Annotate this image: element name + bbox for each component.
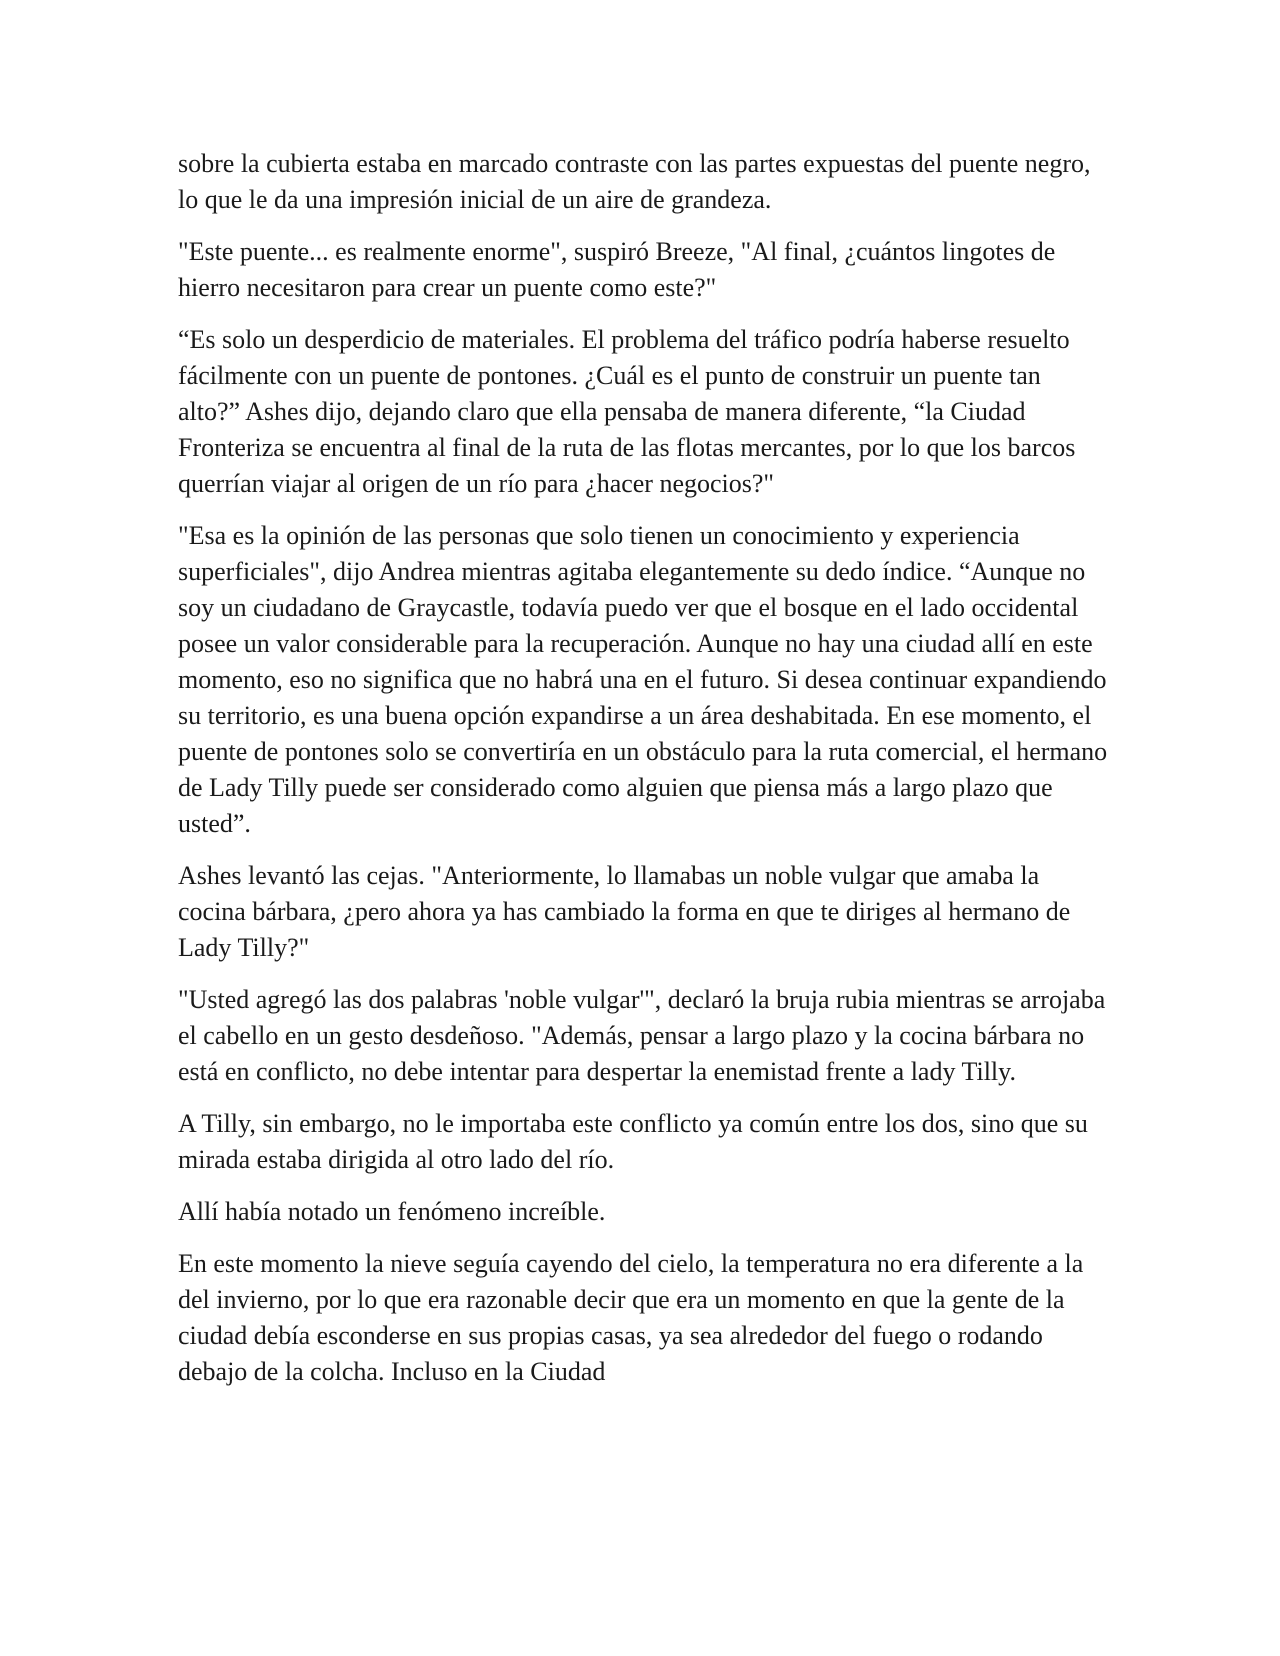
paragraph-8: Allí había notado un fenómeno increíble. — [178, 1197, 606, 1226]
paragraph-2: "Este puente... es realmente enorme", suspiró Breeze, "Al final, ¿cuántos lingotes de hierro necesitaron para crear un puente como este?" — [178, 237, 1056, 302]
paragraph-5: Ashes levantó las cejas. "Anteriormente, lo llamabas un noble vulgar que amaba la cocina bárbara, ¿pero ahora ya has cambiado la forma en que te diriges al hermano de Lady Tilly?" — [178, 861, 1071, 962]
paragraph-4: "Esa es la opinión de las personas que solo tienen un conocimiento y experiencia superficiales", dijo Andrea mientras agitaba elegantemente su dedo índice. “Aunque no soy un ciudadano de Graycastle, todavía puedo ver que el bosque en el lado occidental posee un valor considerable para la recuperación. Aunque no hay una ciudad allí en este momento, eso no significa que no habrá una en el futuro. Si desea continuar expandiendo su territorio, es una buena opción expandirse a un área deshabitada. En ese momento, el puente de pontones solo se convertiría en un obstáculo para la ruta comercial, el hermano de Lady Tilly puede ser considerado como alguien que piensa más a largo plazo que usted”. — [178, 521, 1108, 838]
paragraph-6: "Usted agregó las dos palabras 'noble vulgar'", declaró la bruja rubia mientras se arrojaba el cabello en un gesto desdeñoso. "Además, pensar a largo plazo y la cocina bárbara no está en conflicto, no debe intentar para despertar la enemistad frente a lady Tilly. — [178, 985, 1106, 1086]
paragraph-3: “Es solo un desperdicio de materiales. El problema del tráfico podría haberse resuelto fácilmente con un puente de pontones. ¿Cuál es el punto de construir un puente tan alto?” Ashes dijo, dejando claro que ella pensaba de manera diferente, “la Ciudad Fronteriza se encuentra al final de la ruta de las flotas mercantes, por lo que los barcos querrían viajar al origen de un río para ¿hacer negocios?" — [178, 325, 1076, 498]
paragraph-1: sobre la cubierta estaba en marcado contraste con las partes expuestas del puente negro, lo que le da una impresión inicial de un aire de grandeza. — [178, 149, 1091, 214]
paragraph-7: A Tilly, sin embargo, no le importaba este conflicto ya común entre los dos, sino que su mirada estaba dirigida al otro lado del río. — [178, 1109, 1088, 1174]
paragraph-9: En este momento la nieve seguía cayendo del cielo, la temperatura no era diferente a la del invierno, por lo que era razonable decir que era un momento en que la gente de la ciudad debía esconderse en sus propias casas, ya sea alrededor del fuego o rodando debajo de la colcha. Incluso en la Ciudad — [178, 1249, 1084, 1386]
document-page — [178, 146, 1108, 1406]
